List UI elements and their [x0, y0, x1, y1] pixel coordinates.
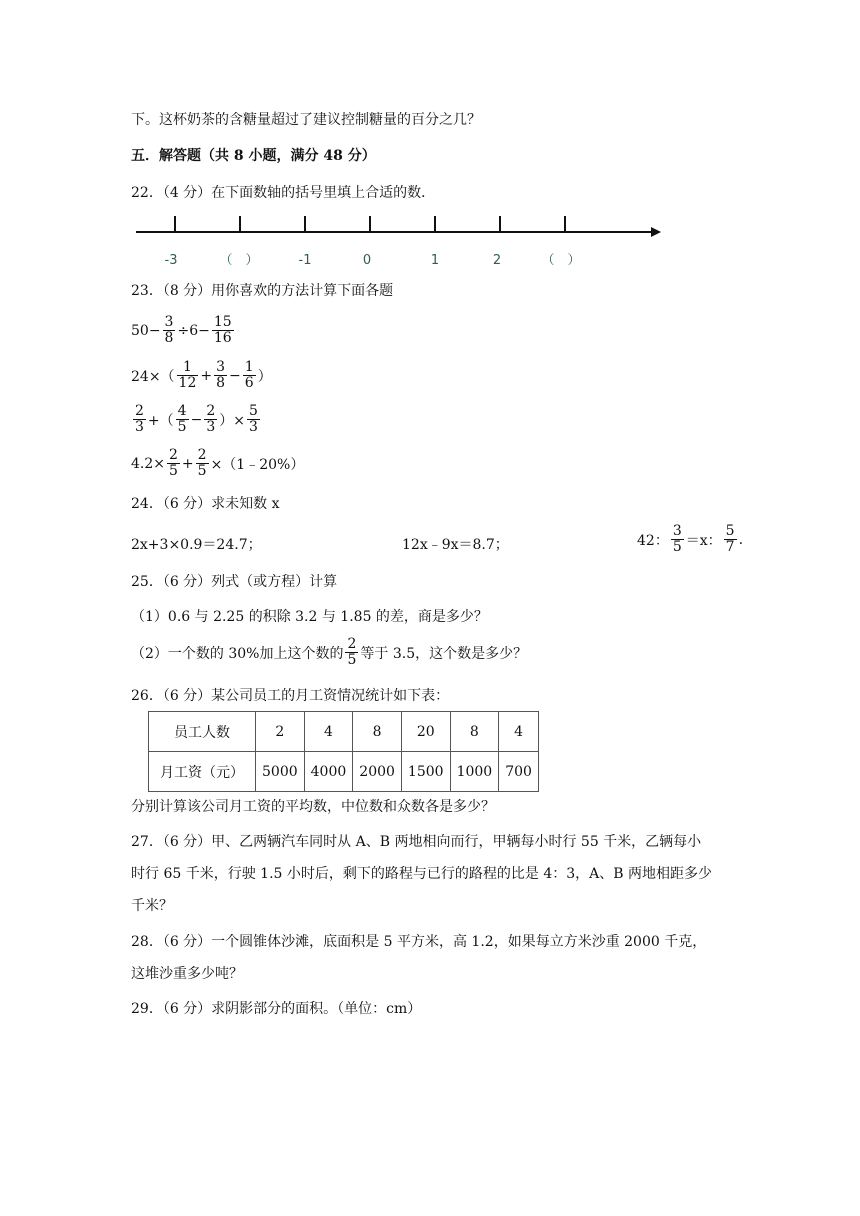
- fraction-part: [214, 360, 227, 391]
- fraction-part: 1: [244, 359, 254, 375]
- fraction-part: [167, 448, 180, 479]
- number-line: [131, 206, 671, 276]
- q26-after: 分别计算该公司月工资的平均数，中位数和众数各是多少？: [131, 799, 495, 815]
- expression-text: +: [200, 367, 213, 384]
- table-cell: 月工资（元）: [149, 752, 256, 792]
- fraction-part: [243, 360, 256, 391]
- section-title: 五．解答题（共 8 小题，满分 48 分）: [131, 148, 376, 164]
- fraction-part: 16: [213, 330, 232, 346]
- q28-line-1: 28．（6 分）一个圆锥体沙滩，底面积是 5 平方米，高 1.2，如果每立方米沙重 2000 千克，: [131, 934, 707, 950]
- q26-text: 26．（6 分）某公司员工的月工资情况统计如下表：: [131, 688, 450, 704]
- fraction-part: 5: [672, 539, 682, 555]
- table-cell: 2000: [353, 752, 402, 792]
- fraction-part: [671, 524, 684, 555]
- expression-text: +: [181, 455, 194, 472]
- table-cell: 员工人数: [149, 712, 256, 752]
- fraction-part: 4: [177, 403, 187, 419]
- q23-expr-1: [131, 315, 236, 346]
- label-neg3: -3: [164, 253, 178, 268]
- expression-text: −: [190, 411, 203, 428]
- expression-text: 50−: [131, 322, 161, 339]
- expression-text: 42：: [637, 532, 669, 549]
- wage-table: [148, 711, 539, 792]
- fraction-part: 15: [213, 314, 232, 330]
- table-cell: 1000: [450, 752, 499, 792]
- label-1: 1: [430, 253, 440, 268]
- q27-line-2: 时行 65 千米，行驶 1.5 小时后，剩下的路程与已行的路程的比是 4：3，A、B 两地相距多少: [131, 866, 712, 882]
- label-blank-2: （ ）: [541, 253, 581, 268]
- table-cell: 2: [256, 712, 305, 752]
- fraction-part: 5: [177, 419, 187, 435]
- expression-text: ÷6−: [177, 322, 210, 339]
- table-cell: 4000: [304, 752, 353, 792]
- fraction-part: 2: [347, 636, 357, 652]
- fraction-part: [163, 315, 176, 346]
- q27-line-1: 27．（6 分）甲、乙两辆汽车同时从 A、B 两地相向而行，甲辆每小时行 55 千米，乙辆每小: [131, 834, 702, 850]
- fraction-part: 7: [725, 539, 735, 555]
- table-cell: 1500: [401, 752, 450, 792]
- fraction-part: 5: [347, 652, 357, 668]
- fraction-part: 5: [197, 463, 207, 479]
- prev-question-tail: 下。这杯奶茶的含糖量超过了建议控制糖量的百分之几？: [131, 112, 481, 128]
- table-cell: 5000: [256, 752, 305, 792]
- fraction-part: 12: [178, 375, 197, 391]
- expression-text: 24×（: [131, 368, 175, 385]
- fraction-part: [724, 524, 737, 555]
- q27-line-3: 千米？: [131, 898, 173, 914]
- fraction-part: [212, 315, 234, 346]
- fraction-part: 2: [197, 447, 207, 463]
- expression-text: +（: [147, 412, 174, 429]
- fraction-part: [177, 360, 199, 391]
- fraction-part: 5: [725, 523, 735, 539]
- fraction-part: 3: [206, 419, 216, 435]
- expression-text: −: [229, 367, 241, 384]
- label-neg1: -1: [298, 253, 312, 268]
- expression-text: ＝x：: [685, 532, 722, 549]
- fraction-part: [204, 404, 217, 435]
- table-cell: 4: [304, 712, 353, 752]
- expression-text: .: [738, 531, 744, 548]
- q24-text: 24．（6 分）求未知数 x: [131, 496, 280, 512]
- q25-part-2: [131, 637, 527, 668]
- table-cell: 4: [499, 712, 539, 752]
- q25-part-1: （1）0.6 与 2.25 的积除 3.2 与 1.85 的差，商是多少？: [131, 609, 488, 625]
- fraction-part: 2: [135, 403, 144, 419]
- table-cell: 8: [450, 712, 499, 752]
- fraction-part: 2: [206, 403, 216, 419]
- arrow-icon: [651, 227, 661, 237]
- fraction-part: 3: [216, 359, 226, 375]
- table-cell: 8: [353, 712, 402, 752]
- fraction-part: [133, 404, 146, 435]
- table-cell: 20: [401, 712, 450, 752]
- fraction-part: 3: [248, 419, 258, 435]
- q23-expr-4: [131, 448, 304, 479]
- fraction-part: 5: [169, 463, 178, 479]
- fraction-part: 2: [169, 447, 178, 463]
- q28-line-2: 这堆沙重多少吨？: [131, 966, 243, 982]
- fraction-part: 6: [244, 375, 254, 391]
- fraction-part: 3: [672, 523, 682, 539]
- q29-text: 29．（6 分）求阴影部分的面积。（单位：cm）: [131, 1001, 422, 1017]
- label-2: 2: [492, 253, 502, 268]
- label-blank-1: （ ）: [219, 253, 259, 268]
- fraction-part: 5: [248, 403, 258, 419]
- fraction-part: 1: [177, 360, 199, 376]
- fraction-part: [345, 637, 358, 668]
- expression-text: ×（1﹣20%）: [210, 456, 305, 473]
- table-row: [149, 752, 539, 792]
- fraction-part: 3: [135, 419, 144, 435]
- q24-eq-2: 12x﹣9x＝8.7；: [402, 537, 509, 553]
- q23-expr-3: [131, 404, 262, 435]
- fraction-part: [247, 404, 260, 435]
- label-0: 0: [362, 253, 372, 268]
- fraction-part: [176, 404, 189, 435]
- expression-text: 4.2×: [131, 455, 165, 472]
- table-cell: 700: [499, 752, 539, 792]
- q25-text: 25．（6 分）列式（或方程）计算: [131, 574, 338, 590]
- fraction-part: 8: [216, 375, 226, 391]
- expression-text: ）×: [219, 412, 245, 429]
- fraction-part: 3: [164, 314, 174, 330]
- q23-text: 23．（8 分）用你喜欢的方法计算下面各题: [131, 283, 394, 299]
- q22-text: 22．（4 分）在下面数轴的括号里填上合适的数．: [131, 185, 436, 201]
- q23-expr-2: [131, 360, 272, 391]
- expression-text: ）: [257, 368, 272, 385]
- expression-text: （2）一个数的 30%加上这个数的: [131, 645, 344, 662]
- fraction-part: [196, 448, 209, 479]
- fraction-part: 8: [164, 330, 174, 346]
- q24-eq-3: [637, 524, 743, 555]
- table-row: [149, 712, 539, 752]
- expression-text: 等于 3.5，这个数是多少？: [360, 645, 528, 662]
- q24-eq-1: 2x+3×0.9＝24.7；: [131, 537, 262, 553]
